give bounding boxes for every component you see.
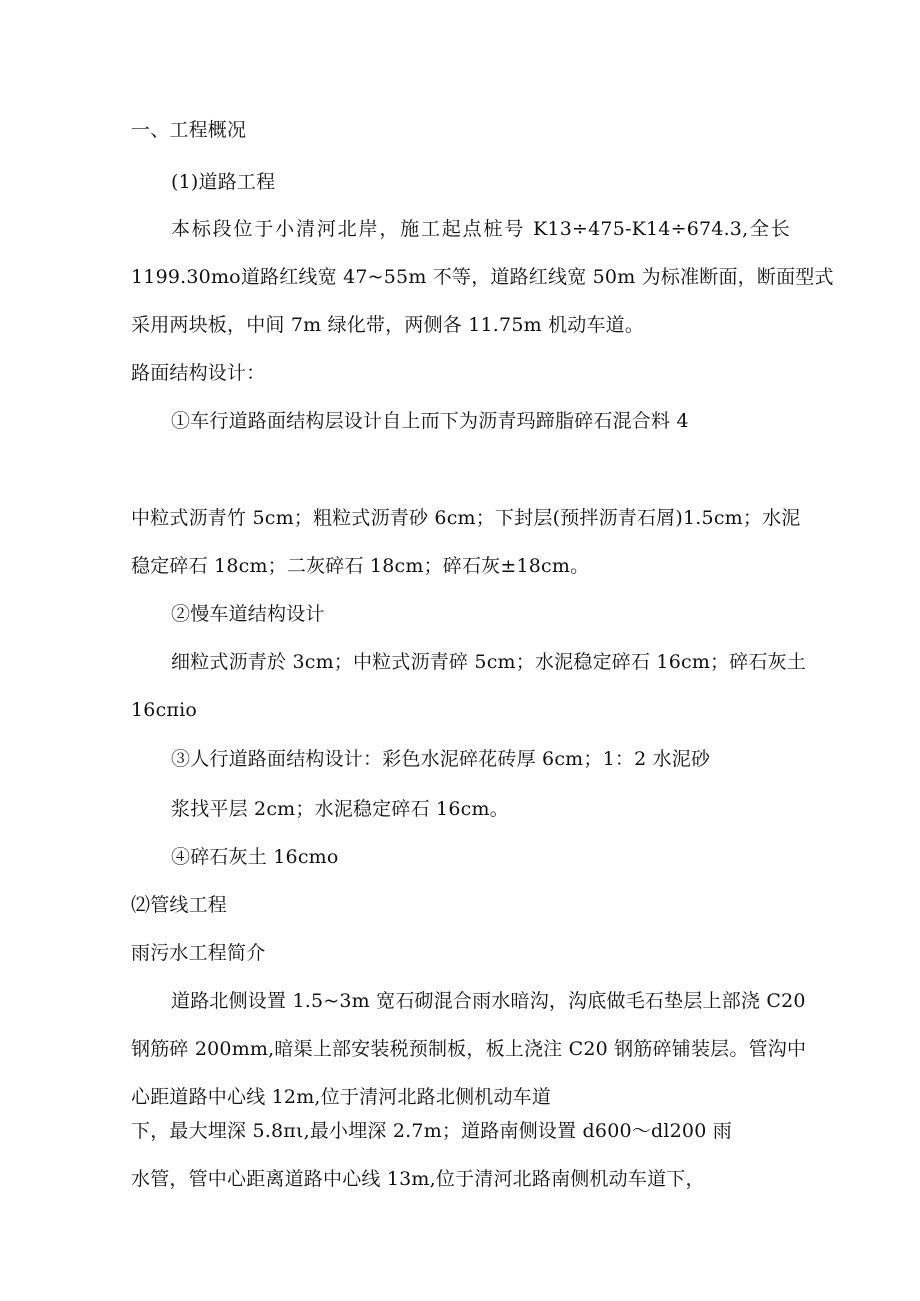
list-item-1: ①车行道路面结构层设计自上而下为沥青玛蹄脂碎石混合料 4	[171, 410, 689, 432]
subheading-drainage: 雨污水工程简介	[131, 942, 266, 964]
section-heading: 一、工程概况	[131, 119, 247, 141]
paragraph-line: 浆找平层 2cm；水泥稳定碎石 16cm。	[171, 798, 509, 820]
paragraph-line: 细粒式沥青於 3cm；中粒式沥青碎 5cm；水泥稳定碎石 16cm；碎石灰土	[171, 651, 807, 673]
paragraph-line: 下，最大埋深 5.8πι,最小埋深 2.7m；道路南侧设置 d600～dl200 雨	[131, 1120, 732, 1142]
paragraph-line: 1199.30mo道路红线宽 47~55m 不等，道路红线宽 50m 为标准断面，断面型式	[131, 266, 834, 288]
subsection-heading-road: (1)道路工程	[171, 171, 276, 193]
list-item-3: ③人行道路面结构设计：彩色水泥碎花砖厚 6cm；1：2 水泥砂	[171, 748, 711, 770]
subsection-heading-pipeline: ⑵管线工程	[131, 894, 228, 916]
paragraph-line: 水管，管中心距离道路中心线 13m,位于清河北路南侧机动车道下，	[131, 1168, 705, 1190]
paragraph-line: 16cπio	[131, 699, 198, 721]
list-item-2: ②慢车道结构设计	[171, 603, 325, 625]
paragraph-line: 采用两块板，中间 7m 绿化带，两侧各 11.75m 机动车道。	[131, 314, 645, 336]
paragraph-line: 心距道路中心线 12m,位于清河北路北侧机动车道	[131, 1086, 552, 1108]
paragraph-line: 中粒式沥青竹 5cm；粗粒式沥青砂 6cm；下封层(预拌沥青石屑)1.5cm；水泥	[131, 507, 801, 529]
list-item-4: ④碎石灰土 16cmo	[171, 846, 339, 868]
subheading-pavement-structure: 路面结构设计：	[131, 362, 266, 384]
paragraph-line: 稳定碎石 18cm；二灰碎石 18cm；碎石灰±18cm。	[131, 555, 590, 577]
paragraph-line: 钢筋碎 200mm,暗渠上部安装税预制板，板上浇注 C20 钢筋碎铺装层。管沟中	[131, 1038, 807, 1060]
paragraph-line: 本标段位于小清河北岸，施工起点桩号 K13÷475-K14÷674.3,全长	[171, 218, 790, 240]
paragraph-line: 道路北侧设置 1.5~3m 宽石砌混合雨水暗沟，沟底做毛石垫层上部浇 C20	[171, 990, 806, 1012]
